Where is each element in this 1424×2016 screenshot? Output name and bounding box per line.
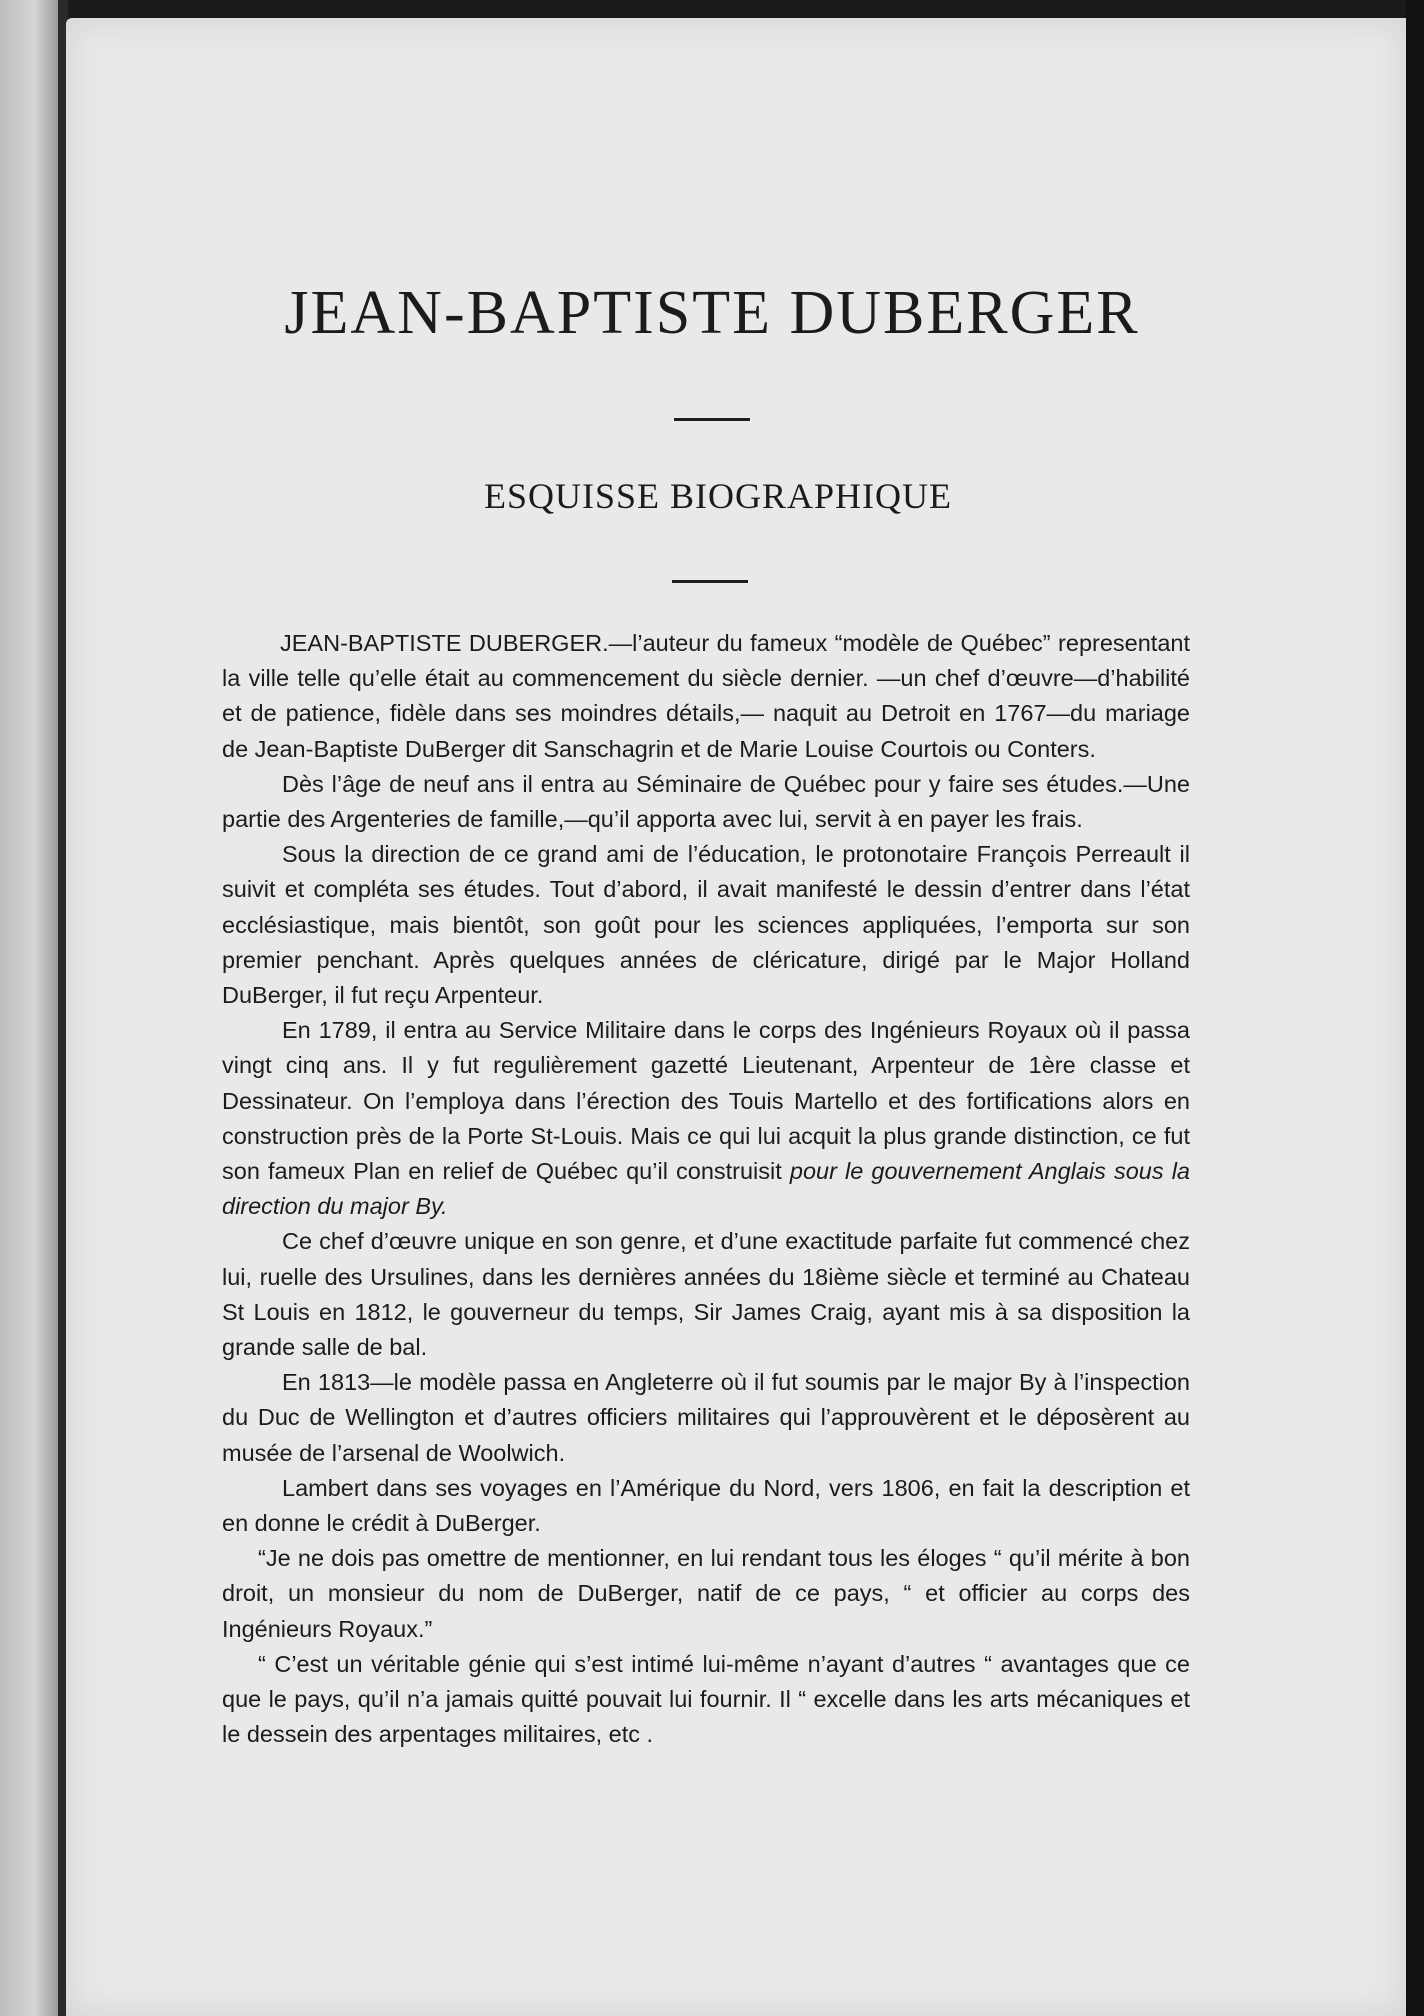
paragraph-text: “Je ne dois pas omettre de mentionner, en lui rendant tous les éloges “ qu’il mérite à bon droit, un monsieur du nom de DuBerger, natif de ce pays, “ et officier au corps des Ingénieurs Royaux.” [222,1545,1190,1642]
paragraph-text: En 1789, il entra au Service Militaire dans le corps des Ingénieurs Royaux où il passa vingt cinq ans. Il y fut regulièrement gazetté Lieutenant, Arpenteur de 1ère classe et Dessinateur. On l’employa dans l’érection des Touis Martello et des fortifications alors en construction près de la Porte St-Louis. Mais ce qui lui acquit la plus grande distinction, ce fut son fameux Plan en relief de Québec qu’il construisit [222,1017,1190,1185]
paragraph-text: “ C’est un véritable génie qui s’est intimé lui-même n’ayant d’autres “ avantages que ce que le pays, qu’il n’a jamais quitté pouvait lui fournir. Il “ excelle dans les arts mécaniques et le dessein des arpentages militaires, etc . [222,1650,1190,1748]
article-body [222,626,1190,1753]
paragraph-lambert [222,1471,1190,1541]
paragraph-text: Dès l’âge de neuf ans il entra au Séminaire de Québec pour y faire ses études.—Une partie des Argenteries de famille,—qu’il apporta avec lui, servit à en payer les frais. [222,770,1190,833]
paragraph-text: En 1813—le modèle passa en Angleterre où il fut soumis par le major By à l’inspection du Duc de Wellington et d’autres officiers militaires qui l’approuvèrent et le déposèrent au musée de l’arsenal de Woolwich. [222,1369,1190,1466]
page-subtitle: ESQUISSE BIOGRAPHIQUE [483,476,953,516]
paragraph-text: Lambert dans ses voyages en l’Amérique du Nord, vers 1806, en fait la description et en donne le crédit à DuBerger. [222,1474,1190,1537]
paragraph-text: JEAN-BAPTISTE DUBERGER.—l’auteur du fameux “modèle de Québec” representant la ville telle qu’elle était au commencement du siècle dernier. —un chef d’œuvre—d’habilité et de patience, fidèle dans ses moindres détails,— naquit au Detroit en 1767—du mariage de Jean-Baptiste DuBerger dit Sanschagrin et de Marie Louise Courtois ou Conters. [222,630,1190,762]
paragraph-intro [222,626,1190,767]
paragraph-quote-1 [222,1541,1190,1647]
paragraph-direction [222,837,1190,1013]
paragraph-text: Ce chef d’œuvre unique en son genre, et d’une exactitude parfaite fut commencé chez lui, ruelle des Ursulines, dans les dernières années du 18ième siècle et terminé au Chateau St Louis en 1812, le gouverneur du temps, Sir James Craig, ayant mis à sa disposition la grande salle de bal. [222,1228,1190,1361]
page-title: JEAN-BAPTISTE DUBERGER [284,279,1140,347]
paragraph-italic-text: pour le gouvernement Anglais sous la direction du major By. [222,1158,1190,1220]
subtitle-divider [672,580,748,583]
paragraph-masterpiece [222,1224,1190,1365]
paragraph-quote-2 [222,1647,1190,1753]
paragraph-england [222,1365,1190,1471]
title-divider [674,418,750,421]
paragraph-education [222,767,1190,837]
paragraph-military-service [222,1013,1190,1224]
paragraph-text: Sous la direction de ce grand ami de l’éducation, le protonotaire François Perreault il suivit et compléta ses études. Tout d’abord, il avait manifesté le dessin d’entrer dans l’état ecclésiastique, mais bientôt, son goût pour les sciences appliquées, l’emporta sur son premier penchant. Après quelques années de cléricature, dirigé par le Major Holland DuBerger, il fut reçu Arpenteur. [222,841,1190,1009]
